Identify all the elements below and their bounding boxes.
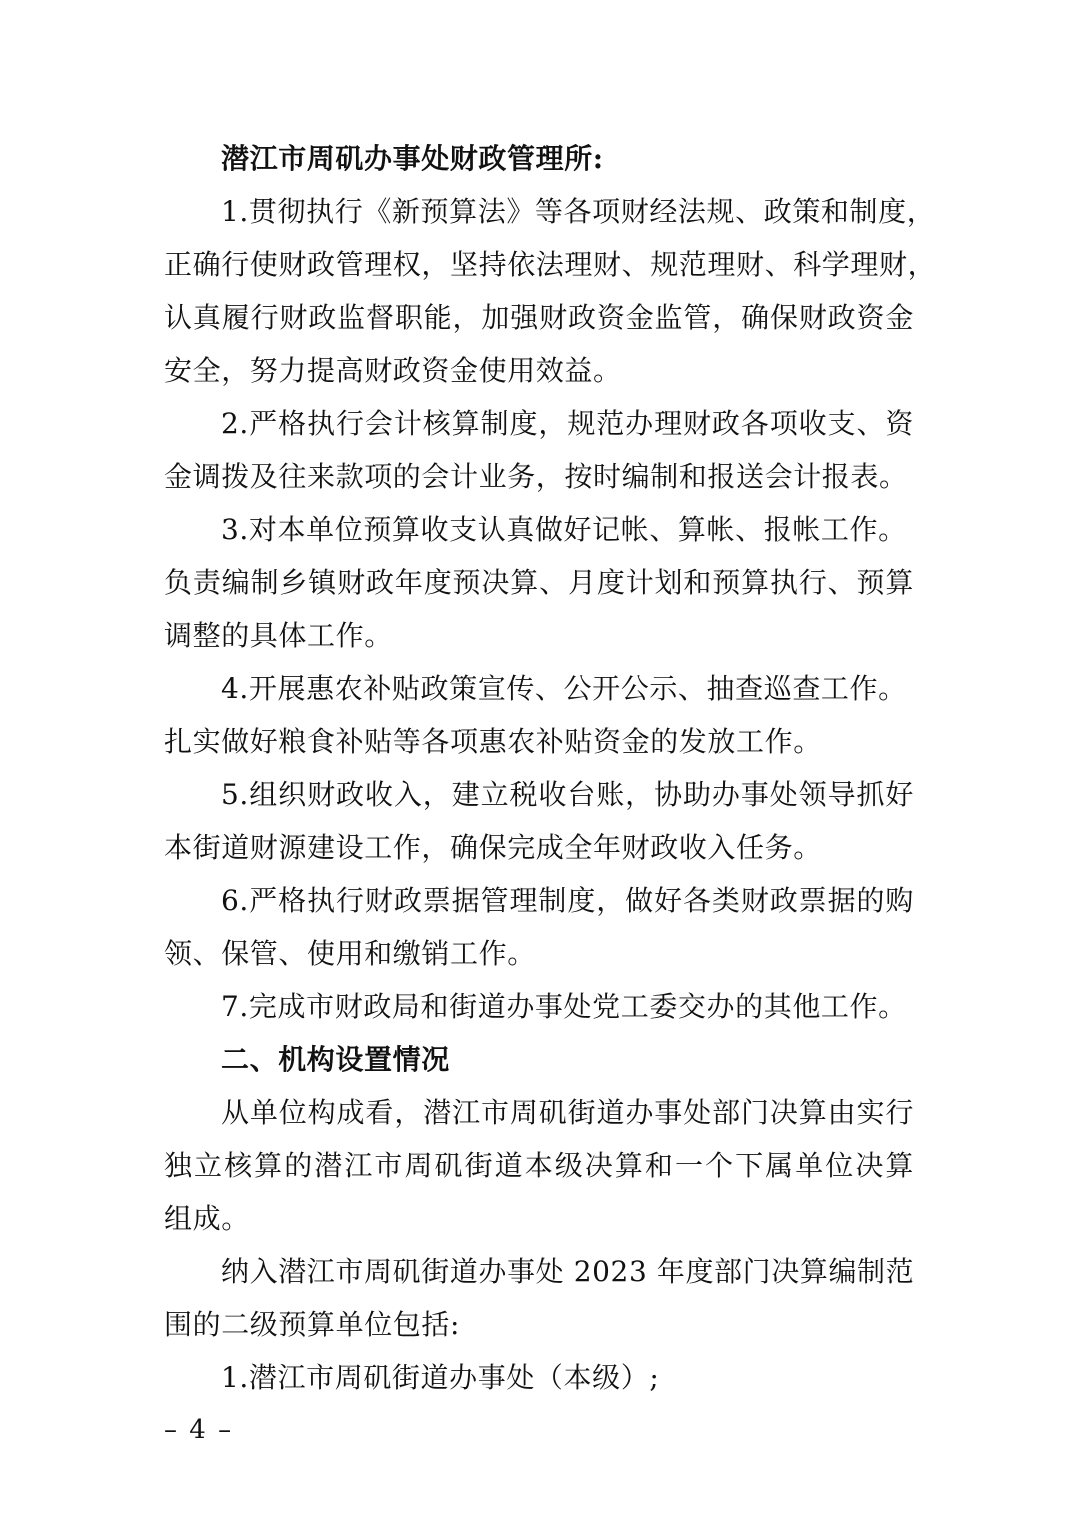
paragraph-line: 1.贯彻执行《新预算法》等各项财经法规、政策和制度， (221, 195, 936, 228)
document-body (164, 132, 937, 1404)
list-item: 1.潜江市周矶街道办事处（本级）; (221, 1361, 660, 1394)
page-number: – 4 – (164, 1415, 234, 1445)
paragraph-line: 4.开展惠农补贴政策宣传、公开公示、抽查巡查工作。 (221, 672, 907, 705)
paragraph-line: 6.严格执行财政票据管理制度，做好各类财政票据的购 (221, 884, 914, 917)
paragraph-line: 正确行使财政管理权，坚持依法理财、规范理财、科学理财， (164, 248, 937, 281)
paragraph-line: 7.完成市财政局和街道办事处党工委交办的其他工作。 (221, 990, 907, 1023)
paragraph-line: 认真履行财政监督职能，加强财政资金监管，确保财政资金 (164, 301, 914, 334)
paragraph-line: 金调拨及往来款项的会计业务，按时编制和报送会计报表。 (164, 460, 908, 493)
paragraph-line: 扎实做好粮食补贴等各项惠农补贴资金的发放工作。 (164, 725, 822, 758)
paragraph-line: 3.对本单位预算收支认真做好记帐、算帐、报帐工作。 (221, 513, 907, 546)
paragraph-line: 本街道财源建设工作，确保完成全年财政收入任务。 (164, 831, 822, 864)
paragraph-line: 安全，努力提高财政资金使用效益。 (164, 354, 622, 387)
paragraph-line: 围的二级预算单位包括: (164, 1308, 461, 1341)
paragraph-line: 纳入潜江市周矶街道办事处 2023 年度部门决算编制范 (221, 1255, 915, 1288)
paragraph-line: 组成。 (164, 1202, 250, 1235)
paragraph-line: 独立核算的潜江市周矶街道本级决算和一个下属单位决算 (164, 1149, 914, 1182)
paragraph-line: 2.严格执行会计核算制度，规范办理财政各项收支、资 (221, 407, 914, 440)
section-heading-finance-office: 潜江市周矶办事处财政管理所: (221, 142, 604, 175)
paragraph-line: 调整的具体工作。 (164, 619, 393, 652)
section-heading-organization: 二、机构设置情况 (221, 1043, 450, 1076)
paragraph-line: 从单位构成看，潜江市周矶街道办事处部门决算由实行 (221, 1096, 914, 1129)
paragraph-line: 领、保管、使用和缴销工作。 (164, 937, 536, 970)
paragraph-line: 负责编制乡镇财政年度预决算、月度计划和预算执行、预算 (164, 566, 914, 599)
paragraph-line: 5.组织财政收入，建立税收台账，协助办事处领导抓好 (221, 778, 914, 811)
